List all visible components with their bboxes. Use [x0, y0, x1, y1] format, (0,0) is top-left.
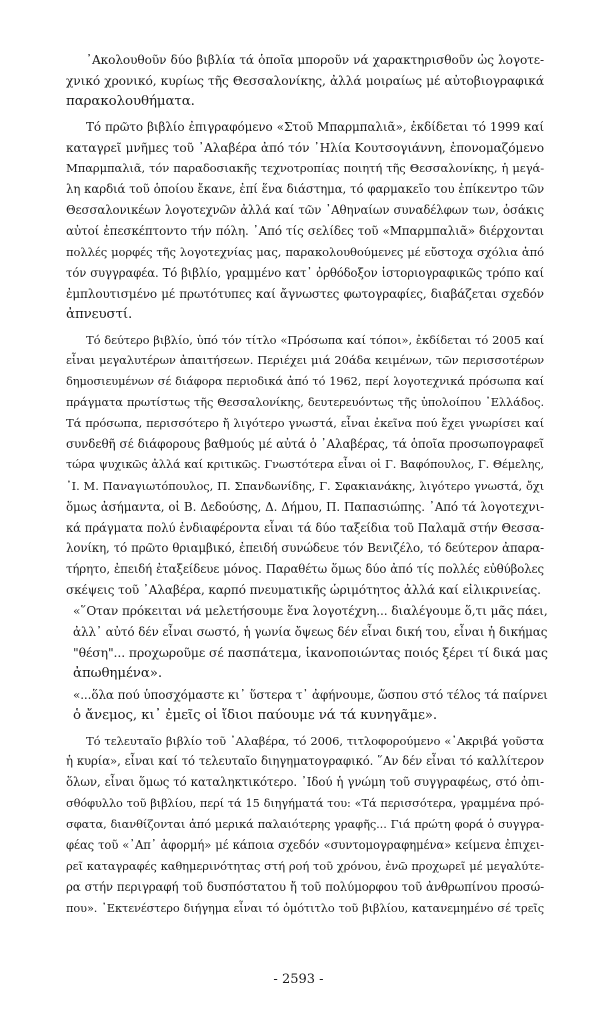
text-line: Μπαρμπαλιᾶ, τόν παραδοσιακῆς τεχνοτροπίας ποιητή τῆς Θεσσαλονίκης, ἡ μεγά- — [66, 161, 544, 176]
paragraph-2 — [66, 117, 544, 326]
text-line: ἀπνευστί. — [66, 306, 133, 322]
body-text — [66, 50, 548, 919]
page-number: - 2593 - — [273, 972, 324, 987]
text-line: «῞Οταν πρόκειται νά μελετήσουμε ἕνα λογοτέχνη... διαλέγουμε ὅ,τι μᾶς πάει, — [73, 604, 548, 619]
text-line: ᾿Ακολουθοῦν δύο βιβλία τά ὁποῖα μποροῦν νά χαρακτηρισθοῦν ὡς λογοτε- — [86, 53, 544, 67]
text-line: σθόφυλλο τοῦ βιβλίου, περί τά 15 διηγήματά του: «Τά περισσότερα, γραμμένα πρό- — [66, 796, 544, 811]
text-line: λονίκη, τό πρῶτο θριαμβικό, ἐπειδή συνώδευε τόν Βενιζέλο, τό δεύτερον ἀπαρα- — [66, 541, 544, 556]
text-line: ᾿Ι. Μ. Παναγιωτόπουλος, Π. Σπανδωνίδης, Γ. Σφακιανάκης, λιγότερο γνωστά, ὄχι — [66, 478, 544, 493]
text-line: δημοσιευμένων σέ διάφορα περιοδικά ἀπό τό 1962, περί λογοτεχνικά πρόσωπα καί — [66, 374, 544, 389]
text-line: Τό δεύτερο βιβλίο, ὑπό τόν τίτλο «Πρόσωπα καί τόποι», ἐκδίδεται τό 2005 καί — [86, 332, 544, 347]
text-line: «...ὅλα πού ὑποσχόμαστε κι᾿ ὕστερα τ᾿ ἀφήνουμε, ὥσπου στό τέλος τά παίρνει — [73, 687, 548, 702]
text-line: καταγρεῖ μνῆμες τοῦ ᾿Αλαβέρα ἀπό τόν ᾿Ηλία Κουτσογιάννη, ἐπονομαζόμενο — [66, 140, 544, 155]
text-line: συνδεθῆ σέ διάφορους βαθμούς μέ αὐτά ὁ ᾿Αλαβέρας, τά ὁποῖα προσωπογραφεῖ — [66, 437, 544, 452]
text-line: σφατα, διανθίζονται ἀπό μερικά παλαιότερης γραφῆς... Γιά πρώτη φορά ὁ συγγρα- — [66, 817, 544, 832]
text-line: τώρα ψυχικῶς ἀλλά καί κριτικῶς. Γνωστότερα εἶναι οἱ Γ. Βαφόπουλος, Γ. Θέμελης, — [66, 457, 544, 471]
paragraph-1 — [66, 50, 544, 113]
text-line: τήρητο, ἐπειδή ἐταξείδευε μόνος. Παραθέτω ὅμως δύο ἀπό τίς πολλές εὐθύβολες — [66, 562, 544, 577]
text-line: Τό πρῶτο βιβλίο ἐπιγραφόμενο «Στοῦ Μπαρμπαλιᾶ», ἐκδίδεται τό 1999 καί — [86, 119, 544, 134]
quote-1 — [66, 601, 548, 685]
text-line: ὅμως ἀσήμαντα, οἱ Β. Δεδούσης, Δ. Δήμου, Π. Παπασιώπης. ᾿Από τά λογοτεχνι- — [66, 499, 544, 514]
text-line: Τά πρόσωπα, περισσότερο ἤ λιγότερο γνωστά, εἶναι ἐκεῖνα πού ἔχει γνωρίσει καί — [66, 416, 544, 431]
text-line: ρεῖ καταγραφές καθημερινότητας στή ροή τοῦ χρόνου, ἐνῶ προχωρεῖ μέ μεγαλύτε- — [66, 858, 544, 873]
text-line: λη καρδιά τοῦ ὁποίου ἔκανε, ἐπί ἕνα διάστημα, τό φαρμακεῖο του ἐπίκεντρο τῶν — [66, 182, 544, 197]
text-line: Θεσσαλονικέων λογοτεχνῶν ἀλλά καί τῶν ᾿Αθηναίων συναδέλφων των, ὁσάκις — [66, 203, 544, 218]
text-line: πολλές μορφές τῆς λογοτεχνίας μας, παρακολουθούμενες μέ εὔστοχα σχόλια ἀπό — [66, 245, 544, 260]
text-line: που». ᾿Εκτενέστερο διήγημα εἶναι τό ὁμότιτλο τοῦ βιβλίου, κατανεμημένο σέ τρεῖς — [66, 900, 544, 915]
paragraph-4 — [66, 731, 544, 919]
text-line: χνικό χρονικό, κυρίως τῆς Θεσσαλονίκης, ἀλλά μοιραίως μέ αὐτοβιογραφικά — [66, 73, 544, 88]
text-line: κά πράγματα πολύ ἐνδιαφέροντα εἶναι τά δύο ταξείδια τοῦ Παλαμᾶ στήν Θεσσα- — [66, 520, 544, 535]
text-line: ἀλλ᾿ αὐτό δέν εἶναι σωστό, ἡ γωνία ὄψεως δέν εἶναι δική του, εἶναι ἡ δικήμας — [73, 625, 548, 640]
text-line: ὁ ἄνεμος, κι᾿ ἐμεῖς οἱ ἴδιοι παύουμε νά τά κυνηγᾶμε». — [73, 707, 438, 723]
text-line: εἶναι μεγαλυτέρων ἀπαιτήσεων. Περιέχει μιά 20άδα κειμένων, τῶν περισσοτέρων — [66, 353, 544, 368]
text-line: ἡ κυρία», εἶναι καί τό τελευταῖο διηγηματογραφικό. ῞Αν δέν εἶναι τό καλλίτερον — [66, 754, 544, 769]
text-line: φέας τοῦ «᾿Απ᾿ ἀφορμή» μέ κάποια σχεδόν «συντομογραφημένα» κείμενα ἐπιχει- — [66, 837, 544, 852]
quote-2 — [66, 685, 548, 727]
text-line: αὐτοί ἐπεσκέπτοντο τήν πόλη. ᾿Από τίς σελίδες τοῦ «Μπαρμπαλιᾶ» διέρχονται — [66, 224, 544, 239]
text-line: τόν συγγραφέα. Τό βιβλίο, γραμμένο κατ᾿ ὀρθόδοξον ἱστοριογραφικῶς τρόπο καί — [66, 265, 544, 280]
text-line: ρα στήν περιγραφή τοῦ δυσπόστατου ἤ τοῦ πολύμορφου τοῦ ἀνθρωπίνου προσώ- — [66, 879, 544, 894]
text-line: Τό τελευταῖο βιβλίο τοῦ ᾿Αλαβέρα, τό 2006, τιτλοφορούμενο «᾿Ακριβά γοῦστα — [86, 733, 544, 748]
text-line: "θέση"... προχωροῦμε σέ πασπάτεμα, ἱκανοποιώντας ποιός ξέρει τί δικά μας — [73, 644, 548, 660]
text-line: ἀπωθημένα». — [73, 665, 163, 681]
text-line: σκέψεις τοῦ ᾿Αλαβέρα, καρπό πνευματικῆς ὡριμότητος ἀλλά καί εἰλικρινείας. — [66, 583, 541, 598]
paragraph-3 — [66, 330, 544, 602]
text-line: παρακολουθήματα. — [66, 93, 195, 109]
text-line: πράγματα πρωτίστως τῆς Θεσσαλονίκης, δευτερευόντως τῆς ὑπολοίπου ᾿Ελλάδος. — [66, 395, 544, 410]
text-line: ἐμπλουτισμένο μέ πρωτότυπες καί ἄγνωστες φωτογραφίες, διαβάζεται σχεδόν — [66, 286, 544, 301]
text-line: ὅλων, εἶναι ὅμως τό καταληκτικότερο. ᾿Ιδού ἡ γνώμη τοῦ συγγραφέως, στό ὀπι- — [66, 775, 544, 790]
